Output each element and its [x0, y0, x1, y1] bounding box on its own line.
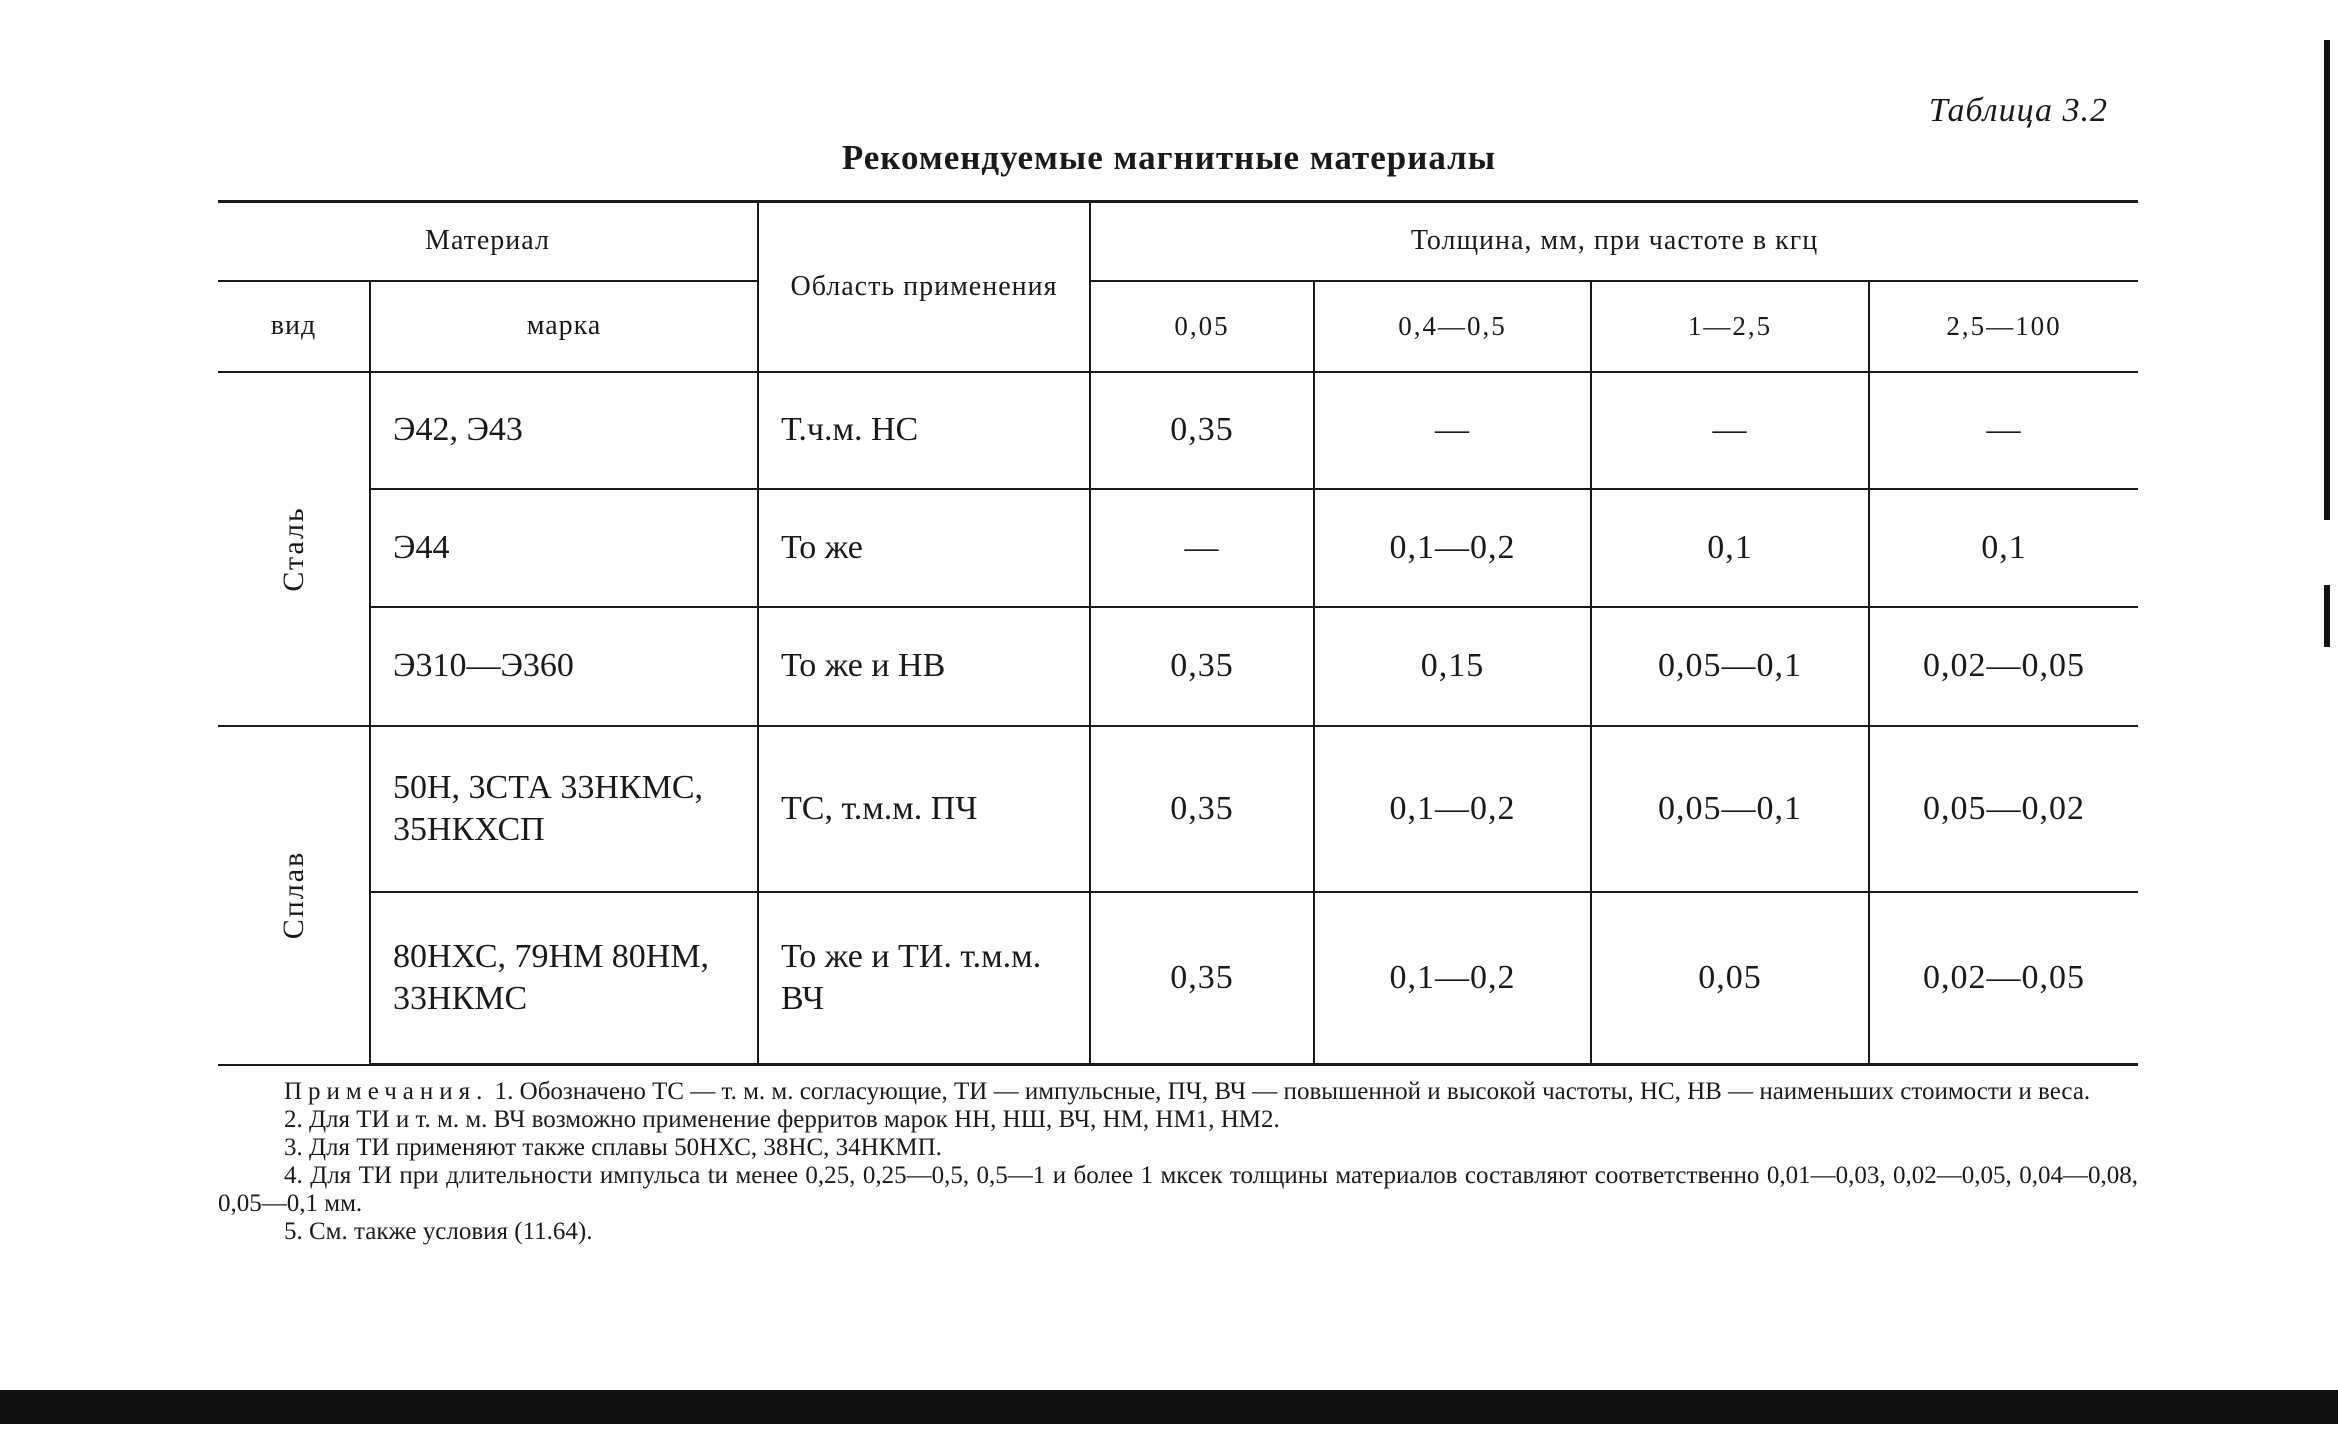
kind-label: Сплав	[276, 851, 310, 940]
value-cell: 0,1	[1869, 489, 2138, 606]
value-cell: 0,05	[1591, 892, 1869, 1064]
value-cell: 0,35	[1090, 726, 1314, 892]
note-text: 1. Обозначено ТС — т. м. м. согласующие, ТИ — импульсные, ПЧ, ВЧ — повышенной и высокой частоты, НС, НВ — наименьших стоимости и веса.	[494, 1078, 2091, 1105]
value-cell: 0,1—0,2	[1314, 489, 1591, 606]
note-3: 3. Для ТИ применяют также сплавы 50НХС, 38НС, 34НКМП.	[284, 1134, 942, 1161]
notes-heading: Примечания.	[284, 1078, 489, 1105]
scan-edge-bar	[0, 1390, 2338, 1424]
freq-header: 0,4—0,5	[1314, 281, 1591, 372]
table-notes	[218, 1078, 2138, 1246]
value-cell: 0,35	[1090, 892, 1314, 1064]
grade-cell: Э310—Э360	[370, 607, 758, 727]
area-header: Область применения	[758, 202, 1090, 372]
value-cell: —	[1869, 372, 2138, 489]
table-title: Рекомендуемые магнитные материалы	[841, 138, 1497, 177]
thickness-header: Толщина, мм, при частоте в кгц	[1090, 202, 2138, 281]
area-cell: То же и НВ	[758, 607, 1090, 727]
materials-table	[218, 200, 2138, 1066]
note-1	[218, 1078, 2138, 1106]
scan-edge-mark	[2324, 585, 2330, 647]
material-header: Материал	[218, 202, 758, 281]
value-cell: 0,1	[1591, 489, 1869, 606]
kind-cell-steel	[218, 372, 370, 726]
area-cell: Т.ч.м. НС	[758, 372, 1090, 489]
note-4: 4. Для ТИ при длительности импульса tи менее 0,25, 0,25—0,5, 0,5—1 и более 1 мксек толщины материалов составляют соответственно 0,01—0,03, 0,02—0,05, 0,04—0,08, 0,05—0,1 мм.	[218, 1162, 2138, 1217]
value-cell: 0,1—0,2	[1314, 892, 1591, 1064]
value-cell: —	[1090, 489, 1314, 606]
value-cell: 0,02—0,05	[1869, 607, 2138, 727]
value-cell: 0,1—0,2	[1314, 726, 1591, 892]
table-row	[218, 892, 2138, 1064]
table-row	[218, 607, 2138, 727]
note-5: 5. См. также условия (11.64).	[284, 1218, 593, 1245]
value-cell: 0,05—0,1	[1591, 607, 1869, 727]
grade-cell: Э42, Э43	[370, 372, 758, 489]
table-row	[218, 489, 2138, 606]
header-row-2	[218, 281, 2138, 372]
scan-edge-mark	[2324, 40, 2330, 520]
grade-cell: 50Н, 3СТА 33НКМС, 35НКХСП	[370, 726, 758, 892]
kind-header: вид	[218, 281, 370, 372]
table-row	[218, 372, 2138, 489]
value-cell: 0,05—0,1	[1591, 726, 1869, 892]
area-cell: То же	[758, 489, 1090, 606]
value-cell: 0,35	[1090, 372, 1314, 489]
header-row-1	[218, 202, 2138, 281]
area-cell: ТС, т.м.м. ПЧ	[758, 726, 1090, 892]
value-cell: —	[1314, 372, 1591, 489]
value-cell: 0,15	[1314, 607, 1591, 727]
value-cell: 0,05—0,02	[1869, 726, 2138, 892]
grade-header: марка	[370, 281, 758, 372]
table-number: Таблица 3.2	[1928, 92, 2108, 129]
freq-header: 2,5—100	[1869, 281, 2138, 372]
grade-cell: 80НХС, 79НМ 80НМ, 33НКМС	[370, 892, 758, 1064]
kind-cell-alloy	[218, 726, 370, 1064]
note-2: 2. Для ТИ и т. м. м. ВЧ возможно применение ферритов марок НН, НШ, ВЧ, НМ, НМ1, НМ2.	[284, 1106, 1280, 1133]
value-cell: 0,02—0,05	[1869, 892, 2138, 1064]
kind-label: Сталь	[276, 506, 310, 592]
table-row	[218, 726, 2138, 892]
area-cell: То же и ТИ. т.м.м. ВЧ	[758, 892, 1090, 1064]
value-cell: 0,35	[1090, 607, 1314, 727]
value-cell: —	[1591, 372, 1869, 489]
grade-cell: Э44	[370, 489, 758, 606]
freq-header: 0,05	[1090, 281, 1314, 372]
freq-header: 1—2,5	[1591, 281, 1869, 372]
